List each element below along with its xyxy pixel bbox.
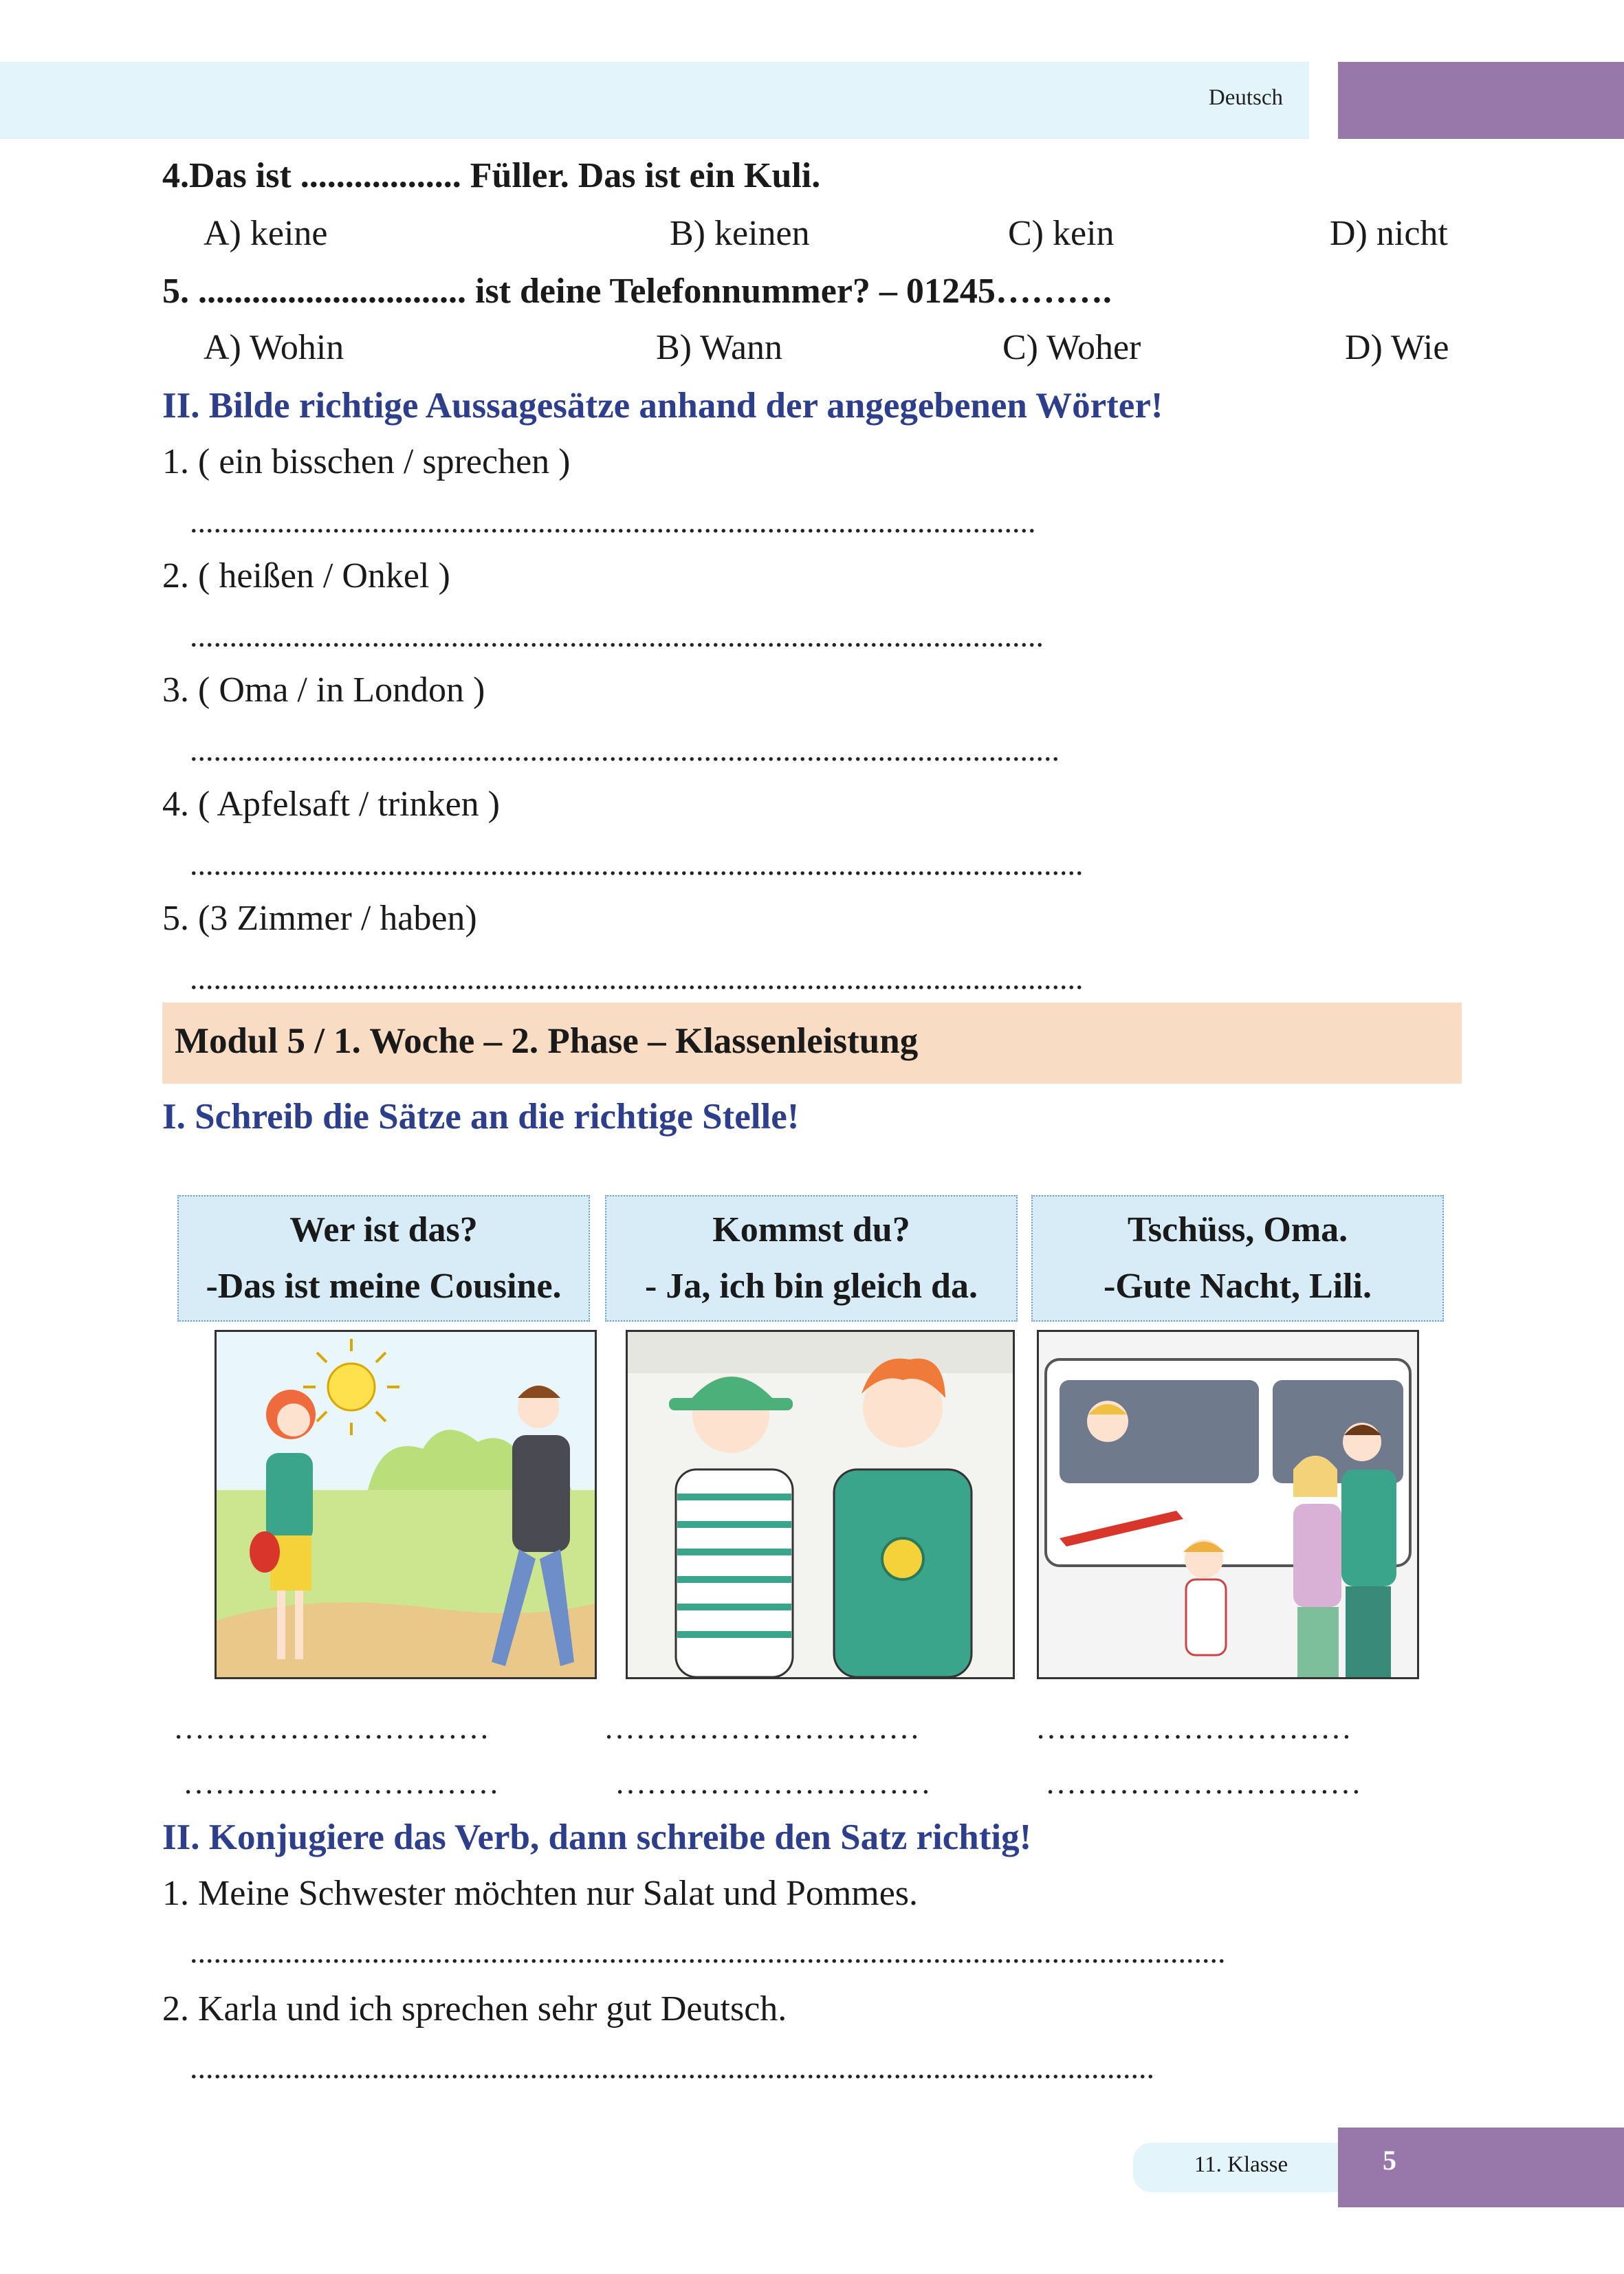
- question-4-option-b: B) keinen: [670, 214, 810, 253]
- answer-line[interactable]: ..........................................................................................................................: [190, 2050, 1154, 2085]
- sentence-card-2-line-2: - Ja, ich bin gleich da.: [645, 1267, 978, 1306]
- sentence-card-1-line-1: Wer ist das?: [289, 1210, 478, 1249]
- answer-line[interactable]: ..............................................................................................................: [190, 732, 1060, 767]
- answer-line[interactable]: ............................................................................................................: [190, 618, 1044, 653]
- picture-3-answer-line-2[interactable]: …………………………: [1045, 1765, 1361, 1800]
- class-label: 11. Klasse: [1194, 2152, 1288, 2177]
- picture-1-answer-line-1[interactable]: …………………………: [173, 1710, 490, 1745]
- question-5-stem: 5. .............................. ist deine Telefonnummer? – 01245……….: [162, 272, 1112, 311]
- sentence-card-2[interactable]: [605, 1195, 1018, 1322]
- modul-banner-title: Modul 5 / 1. Woche – 2. Phase – Klassenleistung: [175, 1021, 919, 1061]
- section-2-item-4: 4. ( Apfelsaft / trinken ): [162, 785, 500, 824]
- section-conjugate-title: II. Konjugiere das Verb, dann schreibe den Satz richtig!: [162, 1817, 1032, 1857]
- sentence-card-3-line-1: Tschüss, Oma.: [1127, 1210, 1348, 1249]
- sentence-card-3[interactable]: [1031, 1195, 1444, 1322]
- subject-label: Deutsch: [1208, 85, 1283, 110]
- page-number: 5: [1383, 2145, 1396, 2176]
- picture-2-answer-line-2[interactable]: …………………………: [615, 1765, 931, 1800]
- illustration-two-boys: [626, 1330, 1015, 1679]
- section-picture-match-title: I. Schreib die Sätze an die richtige Stelle!: [162, 1097, 800, 1137]
- question-5-option-b: B) Wann: [656, 328, 783, 367]
- picture-1-answer-line-2[interactable]: …………………………: [183, 1765, 499, 1800]
- conjugate-item-1: 1. Meine Schwester möchten nur Salat und Pommes.: [162, 1874, 919, 1913]
- answer-line[interactable]: ...................................................................................................................................: [190, 1934, 1226, 1969]
- header-band: [0, 62, 1309, 139]
- question-4-option-d: D) nicht: [1330, 214, 1448, 253]
- illustration-train-goodbye: [1037, 1330, 1419, 1679]
- header-accent-block: [1338, 62, 1624, 139]
- picture-3-answer-line-1[interactable]: …………………………: [1035, 1710, 1352, 1745]
- question-5-option-c: C) Woher: [1002, 328, 1141, 367]
- illustration-park-walk: [215, 1330, 597, 1679]
- section-2-item-5: 5. (3 Zimmer / haben): [162, 899, 477, 938]
- question-5-option-d: D) Wie: [1345, 328, 1449, 367]
- question-4-stem: 4.Das ist .................. Füller. Das ist ein Kuli.: [162, 156, 821, 195]
- conjugate-item-2: 2. Karla und ich sprechen sehr gut Deutsch.: [162, 1989, 787, 2029]
- picture-2-answer-line-1[interactable]: …………………………: [604, 1710, 920, 1745]
- sentence-card-1[interactable]: [177, 1195, 590, 1322]
- section-2-item-1: 1. ( ein bisschen / sprechen ): [162, 442, 571, 481]
- section-2-title: II. Bilde richtige Aussagesätze anhand der angegebenen Wörter!: [162, 386, 1163, 426]
- section-2-item-2: 2. ( heißen / Onkel ): [162, 556, 450, 595]
- sentence-card-3-line-2: -Gute Nacht, Lili.: [1104, 1267, 1372, 1306]
- answer-line[interactable]: .................................................................................................................: [190, 846, 1084, 882]
- sentence-card-1-line-2: -Das ist meine Cousine.: [206, 1267, 562, 1306]
- answer-line[interactable]: ...........................................................................................................: [190, 504, 1036, 539]
- sentence-card-2-line-1: Kommst du?: [712, 1210, 910, 1249]
- question-4-option-c: C) kein: [1008, 214, 1115, 253]
- question-4-option-a: A) keine: [204, 214, 328, 253]
- answer-line[interactable]: .................................................................................................................: [190, 961, 1084, 996]
- question-5-option-a: A) Wohin: [204, 328, 344, 367]
- section-2-item-3: 3. ( Oma / in London ): [162, 670, 485, 710]
